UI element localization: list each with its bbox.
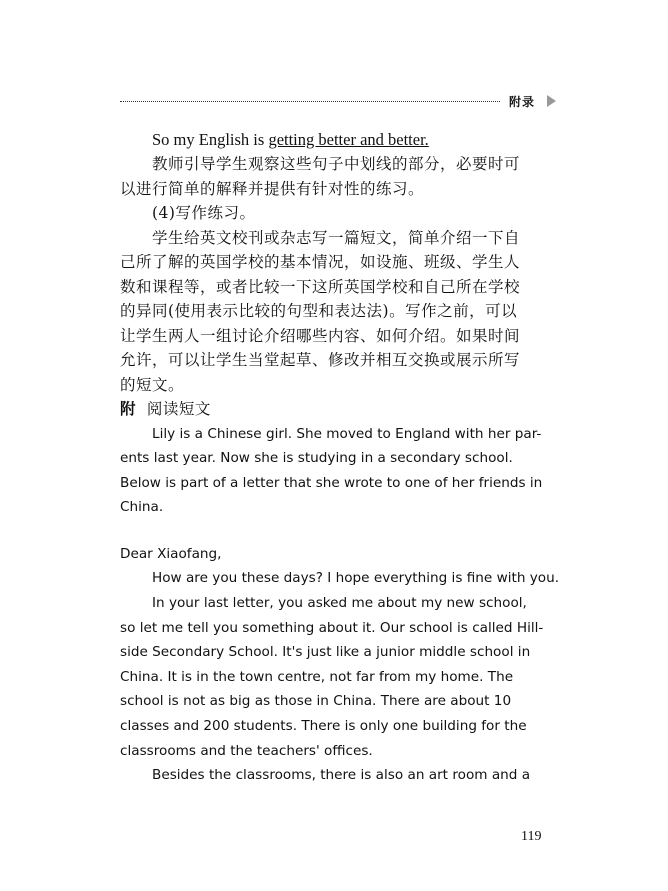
- letter-line: Besides the classrooms, there is also an art room and a: [152, 767, 531, 784]
- letter-salutation: Dear Xiaofang,: [120, 545, 222, 562]
- page-body: [120, 128, 560, 788]
- intro-line: ents last year. Now she is studying in a secondary school.: [120, 450, 513, 467]
- header-dotted-rule: [120, 101, 500, 102]
- letter-line: classes and 200 students. There is only one building for the: [120, 718, 527, 735]
- header-label: 附录: [509, 95, 536, 109]
- intro-line: Below is part of a letter that she wrote to one of her friends in: [120, 474, 543, 491]
- running-header: [120, 93, 560, 111]
- intro-line: China.: [120, 499, 164, 516]
- sentence-text: So my English is: [152, 130, 269, 149]
- letter-line: How are you these days? I hope everything is fine with you.: [152, 570, 560, 587]
- paragraph-line: 以进行简单的解释并提供有针对性的练习。: [120, 179, 425, 198]
- paragraph-line: 学生给英文校刊或杂志写一篇短文，简单介绍一下自: [152, 228, 521, 247]
- paragraph-line: 数和课程等，或者比较一下这所英国学校和自己所在学校: [120, 277, 521, 296]
- letter-line: side Secondary School. It's just like a junior middle school in: [120, 644, 531, 661]
- letter-line: so let me tell you something about it. Our school is called Hill-: [120, 619, 544, 636]
- header-arrow-icon: [547, 95, 556, 107]
- section-heading: (4)写作练习。: [152, 204, 256, 222]
- letter-line: China. It is in the town centre, not far from my home. The: [120, 668, 514, 685]
- letter-line: classrooms and the teachers' offices.: [120, 742, 373, 759]
- paragraph-line: 己所了解的英国学校的基本情况，如设施、班级、学生人: [120, 253, 521, 271]
- paragraph-line: 允许，可以让学生当堂起草、修改并相互交换或展示所写: [120, 351, 521, 369]
- appendix-title: 阅读短文: [146, 400, 211, 418]
- letter-line: In your last letter, you asked me about my new school,: [152, 595, 527, 612]
- appendix-heading: [120, 397, 540, 422]
- intro-line: Lily is a Chinese girl. She moved to England with her par-: [152, 425, 542, 442]
- paragraph-line: 的短文。: [120, 375, 185, 394]
- paragraph-line: 教师引导学生观察这些句子中划线的部分，必要时可: [152, 155, 521, 173]
- sentence-underlined: getting better and better.: [268, 130, 429, 149]
- letter-line: school is not as big as those in China. There are about 10: [120, 693, 512, 710]
- example-sentence: [120, 128, 540, 152]
- paragraph-line: 的异同(使用表示比较的句型和表达法)。写作之前，可以: [120, 302, 518, 320]
- paragraph-line: 让学生两人一组讨论介绍哪些内容、如何介绍。如果时间: [120, 326, 521, 345]
- page-number: 119: [521, 829, 542, 844]
- appendix-mark: 附: [120, 399, 137, 418]
